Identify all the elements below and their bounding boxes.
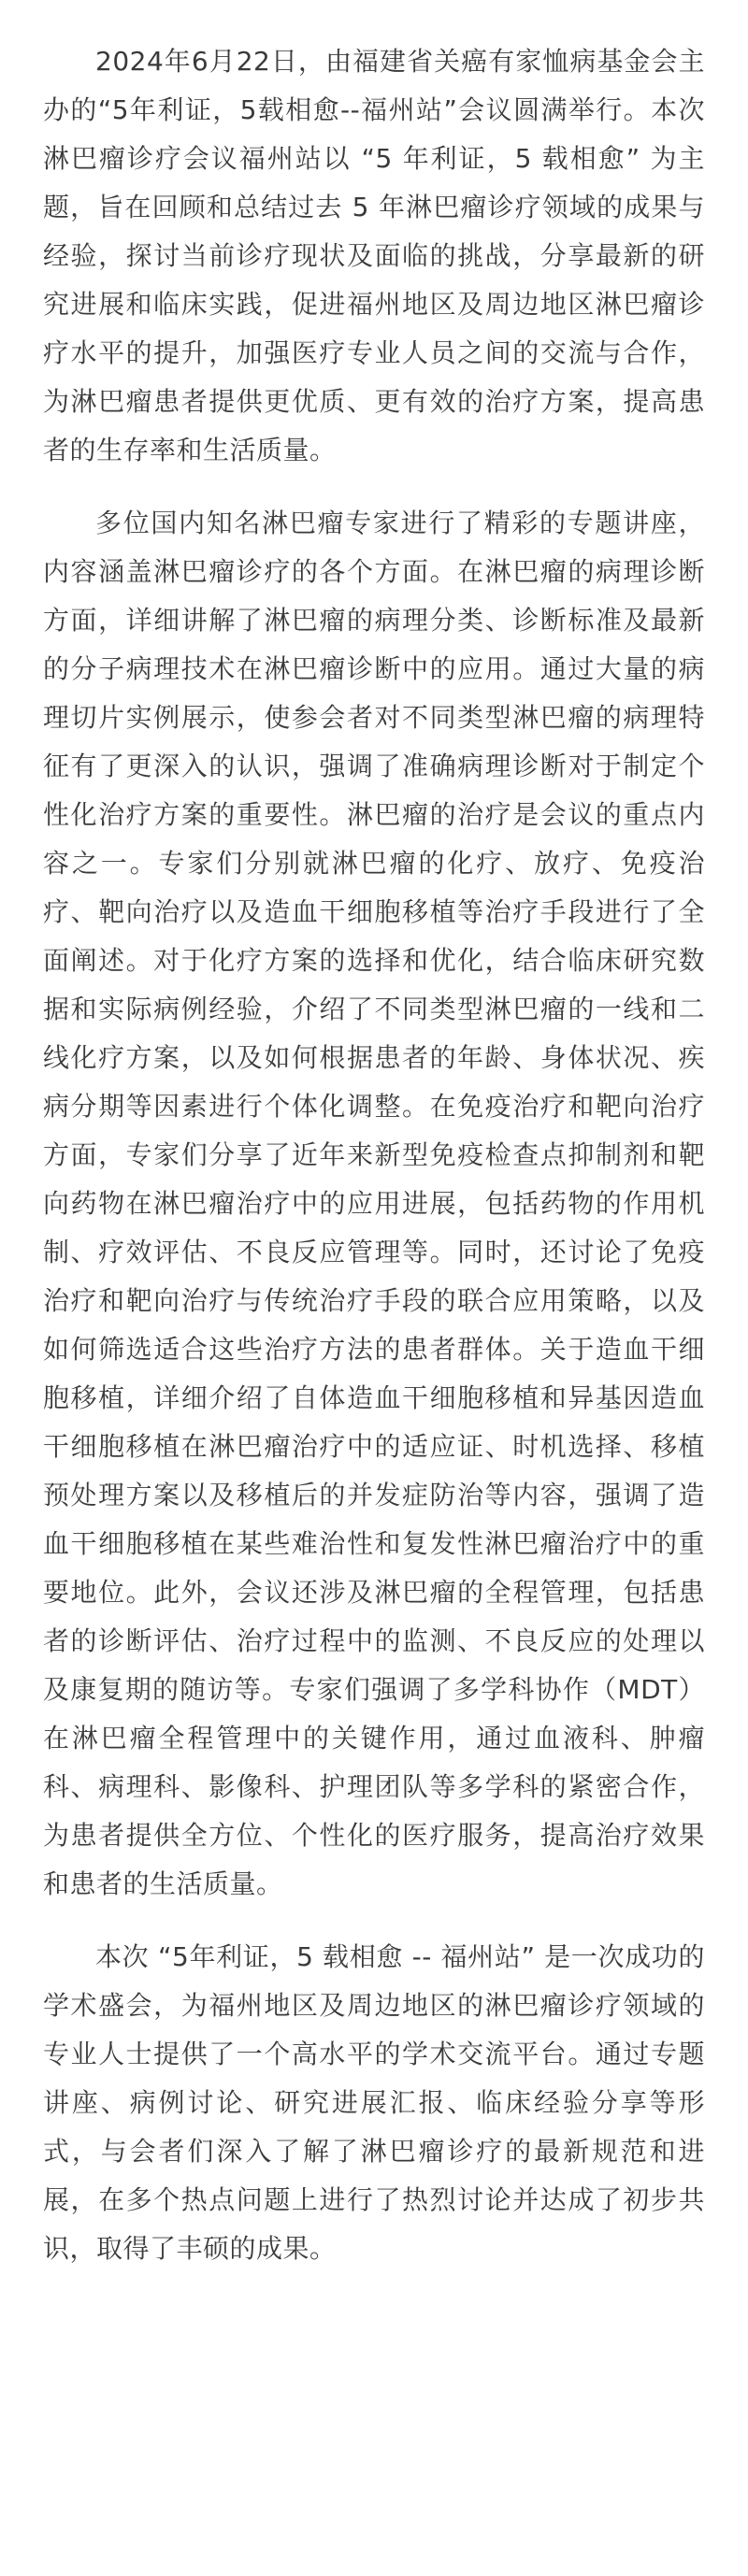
article-body [43, 37, 705, 2297]
paragraph-conclusion: 本次 “5年利证，5 载相愈 -- 福州站” 是一次成功的学术盛会，为福州地区及周边地区的淋巴瘤诊疗领域的专业人士提供了一个高水平的学术交流平台。通过专题讲座、病例讨论、研究进展汇报、临床经验分享等形式，与会者们深入了解了淋巴瘤诊疗的最新规范和进展，在多个热点问题上进行了热烈讨论并达成了初步共识，取得了丰硕的成果。 [43, 1941, 705, 2264]
paragraph-intro: 2024年6月22日，由福建省关癌有家恤病基金会主办的“5年利证，5载相愈--福州站”会议圆满举行。本次淋巴瘤诊疗会议福州站以 “5 年利证，5 载相愈” 为主题，旨在回顾和总结过去 5 年淋巴瘤诊疗领域的成果与经验，探讨当前诊疗现状及面临的挑战，分享最新的研究进展和临床实践，促进福州地区及周边地区淋巴瘤诊疗水平的提升，加强医疗专业人员之间的交流与合作，为淋巴瘤患者提供更优质、更有效的治疗方案，提高患者的生存率和生活质量。 [43, 46, 705, 465]
paragraph-lectures: 多位国内知名淋巴瘤专家进行了精彩的专题讲座，内容涵盖淋巴瘤诊疗的各个方面。在淋巴瘤的病理诊断方面，详细讲解了淋巴瘤的病理分类、诊断标准及最新的分子病理技术在淋巴瘤诊断中的应用。通过大量的病理切片实例展示，使参会者对不同类型淋巴瘤的病理特征有了更深入的认识，强调了准确病理诊断对于制定个性化治疗方案的重要性。淋巴瘤的治疗是会议的重点内容之一。专家们分别就淋巴瘤的化疗、放疗、免疫治疗、靶向治疗以及造血干细胞移植等治疗手段进行了全面阐述。对于化疗方案的选择和优化，结合临床研究数据和实际病例经验，介绍了不同类型淋巴瘤的一线和二线化疗方案，以及如何根据患者的年龄、身体状况、疾病分期等因素进行个体化调整。在免疫治疗和靶向治疗方面，专家们分享了近年来新型免疫检查点抑制剂和靶向药物在淋巴瘤治疗中的应用进展，包括药物的作用机制、疗效评估、不良反应管理等。同时，还讨论了免疫治疗和靶向治疗与传统治疗手段的联合应用策略，以及如何筛选适合这些治疗方法的患者群体。关于造血干细胞移植，详细介绍了自体造血干细胞移植和异基因造血干细胞移植在淋巴瘤治疗中的适应证、时机选择、移植预处理方案以及移植后的并发症防治等内容，强调了造血干细胞移植在某些难治性和复发性淋巴瘤治疗中的重要地位。此外，会议还涉及淋巴瘤的全程管理，包括患者的诊断评估、治疗过程中的监测、不良反应的处理以及康复期的随访等。专家们强调了多学科协作（MDT）在淋巴瘤全程管理中的关键作用，通过血液科、肿瘤科、病理科、影像科、护理团队等多学科的紧密合作，为患者提供全方位、个性化的医疗服务，提高治疗效果和患者的生活质量。 [43, 508, 705, 1899]
